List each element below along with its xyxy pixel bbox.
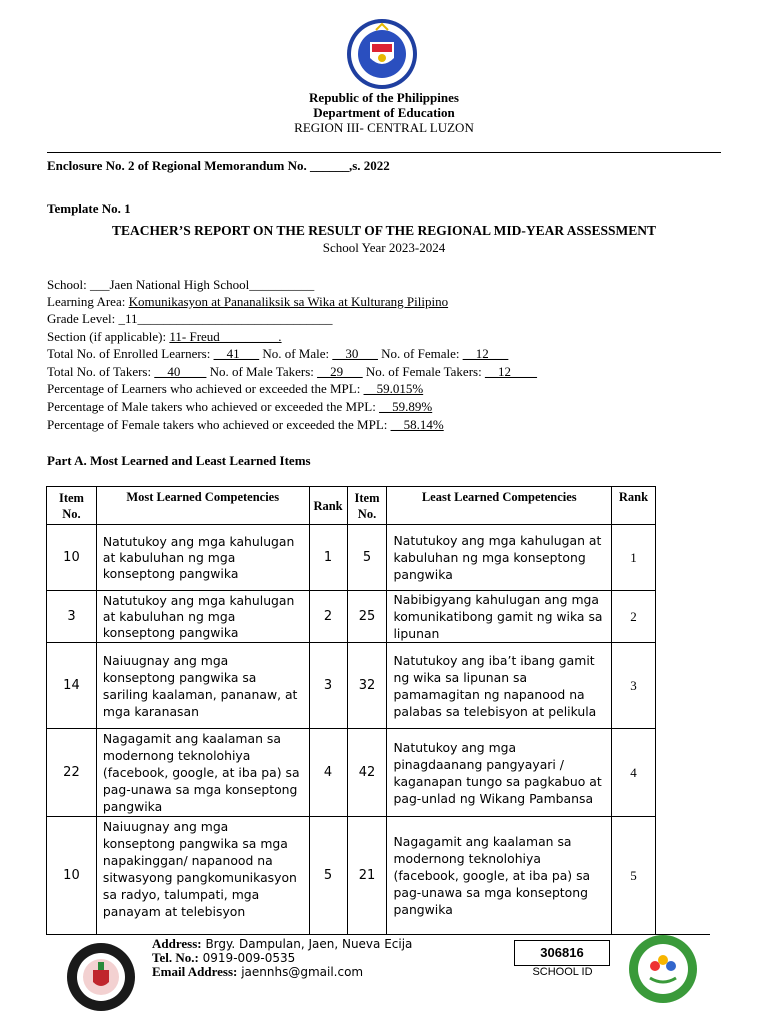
pct-learners-field xyxy=(47,380,423,397)
school-id-box: 306816 xyxy=(514,940,610,966)
pct-male-field xyxy=(47,398,432,415)
enrolled-value: __41___ xyxy=(213,346,260,361)
header-most-learned: Most Learned Competencies xyxy=(96,487,309,525)
rank-2: 5 xyxy=(611,817,655,935)
rank-2: 3 xyxy=(611,643,655,729)
item-no: 10 xyxy=(47,817,97,935)
section-field xyxy=(47,328,282,345)
rank: 5 xyxy=(309,817,347,935)
least-learned-text: Nabibigyang kahulugan ang mga komunikatibong gamit ng wika sa lipunan xyxy=(387,591,612,643)
header-least-learned: Least Learned Competencies xyxy=(387,487,612,525)
rank: 4 xyxy=(309,729,347,817)
rank-2: 1 xyxy=(611,525,655,591)
pct-learners-value: __59.015% xyxy=(363,381,424,396)
header-rank: Rank xyxy=(309,487,347,525)
male-label: No. of Male: xyxy=(262,346,330,361)
item-no: 10 xyxy=(47,525,97,591)
table-header-row xyxy=(47,487,656,525)
item-no-2: 42 xyxy=(347,729,387,817)
tel-value: 0919-009-0535 xyxy=(202,951,296,965)
header-item-no-2: Item No. xyxy=(347,487,387,525)
takers-field xyxy=(47,363,537,380)
least-learned-text: Natutukoy ang iba’t ibang gamit ng wika sa lipunan sa pamamagitan ng napanood na palabas sa telebisyon at pelikula xyxy=(387,643,612,729)
tel-label: Tel. No.: xyxy=(152,950,199,965)
female-takers-label: No. of Female Takers: xyxy=(365,364,482,379)
region-line: REGION III- CENTRAL LUZON xyxy=(294,120,474,135)
item-no: 14 xyxy=(47,643,97,729)
learning-area-field xyxy=(47,293,448,310)
rank-2: 4 xyxy=(611,729,655,817)
takers-label: Total No. of Takers: xyxy=(47,364,152,379)
male-takers-label: No. of Male Takers: xyxy=(209,364,314,379)
most-learned-text: Natutukoy ang mga kahulugan at kabuluhan ng mga konseptong pangwika xyxy=(96,525,309,591)
male-value: __30___ xyxy=(332,346,378,361)
school-logo-icon xyxy=(66,942,136,1012)
rank-2: 2 xyxy=(611,591,655,643)
enrolled-field xyxy=(47,345,508,362)
enrolled-label: Total No. of Enrolled Learners: xyxy=(47,346,211,361)
header-item-no: Item No. xyxy=(47,487,97,525)
least-learned-text: Natutukoy ang mga kahulugan at kabuluhan ng mga konseptong pangwika xyxy=(387,525,612,591)
table-row xyxy=(47,643,656,729)
least-learned-text: Nagagamit ang kaalaman sa modernong teknolohiya (facebook, google, at iba pa) sa pag-unawa sa mga konseptong pangwika xyxy=(387,817,612,935)
rank: 2 xyxy=(309,591,347,643)
grade-label: Grade Level: xyxy=(47,311,116,326)
email-label: Email Address: xyxy=(152,964,238,979)
grade-value: _11______________________________ xyxy=(118,311,333,326)
item-no-2: 5 xyxy=(347,525,387,591)
enclosure-line: Enclosure No. 2 of Regional Memorandum No. ______,s. 2022 xyxy=(47,158,390,173)
pct-learners-label: Percentage of Learners who achieved or exceeded the MPL: xyxy=(47,381,361,396)
female-takers-value: __12____ xyxy=(484,364,537,379)
pct-female-field xyxy=(47,416,444,433)
department-line: Department of Education xyxy=(313,105,455,120)
school-id-label: SCHOOL ID xyxy=(532,966,593,978)
footer-email xyxy=(152,965,363,979)
female-label: No. of Female: xyxy=(381,346,460,361)
male-takers-value: __29___ xyxy=(317,364,363,379)
address-label: Address: xyxy=(152,936,202,951)
grade-field xyxy=(47,310,333,327)
footer-rule xyxy=(50,934,710,935)
school-label: School: xyxy=(47,277,87,292)
item-no-2: 32 xyxy=(347,643,387,729)
learning-area-label: Learning Area: xyxy=(47,294,126,309)
school-field xyxy=(47,276,314,293)
footer-address xyxy=(152,937,412,951)
footer-tel xyxy=(152,951,295,965)
takers-value: __40____ xyxy=(154,364,207,379)
table-row xyxy=(47,729,656,817)
deped-seal-icon xyxy=(346,18,418,90)
school-value: ___Jaen National High School__________ xyxy=(89,277,315,292)
item-no: 3 xyxy=(47,591,97,643)
republic-line: Republic of the Philippines xyxy=(309,90,459,105)
most-learned-text: Nagagamit ang kaalaman sa modernong teknolohiya (facebook, google, at iba pa) sa pag-unawa sa mga konseptong pangwika xyxy=(96,729,309,817)
pct-female-value: __58.14% xyxy=(390,417,444,432)
header-rule xyxy=(47,152,721,153)
email-value: jaennhs@gmail.com xyxy=(241,965,364,979)
pct-male-label: Percentage of Male takers who achieved or exceeded the MPL: xyxy=(47,399,376,414)
pct-male-value: __59.89% xyxy=(379,399,433,414)
female-value: __12___ xyxy=(462,346,509,361)
least-learned-text: Natutukoy ang mga pinagdaanang pangyayari / kaganapan tungo sa pagkabuo at pag-unlad ng Wikang Pambansa xyxy=(387,729,612,817)
part-a-heading: Part A. Most Learned and Least Learned Items xyxy=(47,453,311,468)
address-value: Brgy. Dampulan, Jaen, Nueva Ecija xyxy=(205,937,413,951)
table-row xyxy=(47,591,656,643)
child-friendly-school-logo-icon xyxy=(628,934,698,1004)
most-learned-text: Natutukoy ang mga kahulugan at kabuluhan ng mga konseptong pangwika xyxy=(96,591,309,643)
learning-area-value: Komunikasyon at Pananaliksik sa Wika at Kulturang Pilipino xyxy=(128,294,449,309)
most-learned-text: Naiuugnay ang mga konseptong pangwika sa sariling kaalaman, pananaw, at mga karanasan xyxy=(96,643,309,729)
item-no-2: 25 xyxy=(347,591,387,643)
section-value: 11- Freud_________. xyxy=(169,329,282,344)
table-row xyxy=(47,817,656,935)
school-year: School Year 2023-2024 xyxy=(322,240,446,255)
template-number: Template No. 1 xyxy=(47,201,131,216)
rank: 3 xyxy=(309,643,347,729)
rank: 1 xyxy=(309,525,347,591)
section-label: Section (if applicable): xyxy=(47,329,167,344)
header-rank-2: Rank xyxy=(611,487,655,525)
item-no-2: 21 xyxy=(347,817,387,935)
report-title: TEACHER’S REPORT ON THE RESULT OF THE REGIONAL MID-YEAR ASSESSMENT xyxy=(111,223,657,238)
table-row xyxy=(47,525,656,591)
item-no: 22 xyxy=(47,729,97,817)
competencies-table xyxy=(46,486,656,935)
most-learned-text: Naiuugnay ang mga konseptong pangwika sa mga napakinggan/ napanood na sitwasyong pangkomunikasyon sa radyo, talumpati, mga panayam at telebisyon xyxy=(96,817,309,935)
pct-female-label: Percentage of Female takers who achieved or exceeded the MPL: xyxy=(47,417,388,432)
